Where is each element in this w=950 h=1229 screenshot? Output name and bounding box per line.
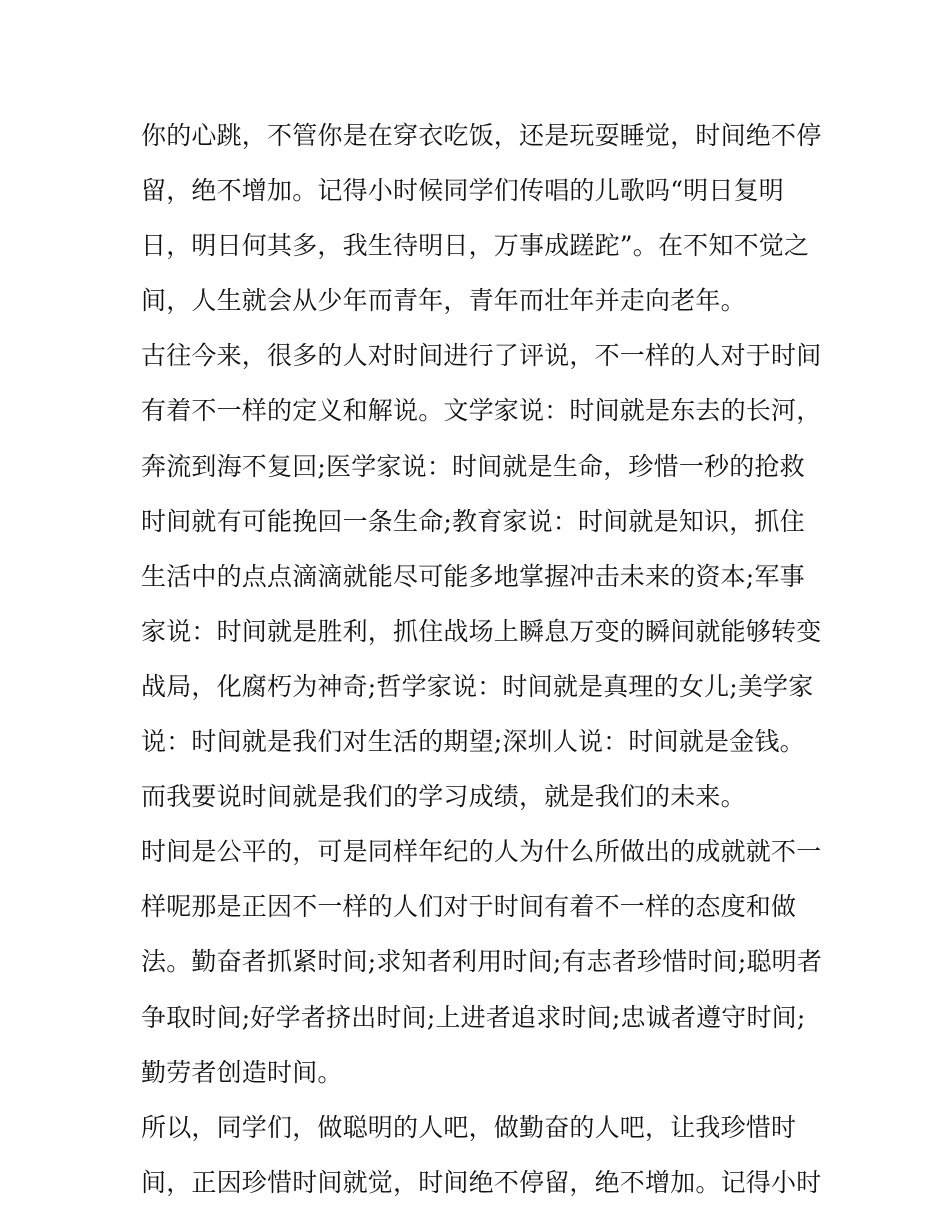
text-line: 勤劳者创造时间。 [141, 1057, 343, 1087]
text-line: 而我要说时间就是我们的学习成绩，就是我们的未来。 [141, 782, 746, 812]
text-line: 时间就有可能挽回一条生命;教育家说：时间就是知识，抓住 [141, 506, 805, 536]
text-line: 时间是公平的，可是同样年纪的人为什么所做出的成就就不一 [141, 837, 822, 867]
text-line: 日，明日何其多，我生待明日，万事成蹉跎”。在不知不觉之 [141, 231, 810, 261]
text-line: 样呢那是正因不一样的人们对于时间有着不一样的态度和做 [141, 892, 797, 922]
text-line: 古往今来，很多的人对时间进行了评说，不一样的人对于时间 [141, 341, 822, 371]
text-line: 法。勤奋者抓紧时间;求知者利用时间;有志者珍惜时间;聪明者 [141, 947, 823, 977]
text-line: 说：时间就是我们对生活的期望;深圳人说：时间就是金钱。 [141, 727, 805, 757]
text-line: 有着不一样的定义和解说。文学家说：时间就是东去的长河， [141, 396, 822, 426]
text-line: 家说：时间就是胜利，抓住战场上瞬息万变的瞬间就能够转变 [141, 616, 822, 646]
text-line: 生活中的点点滴滴就能尽可能多地掌握冲击未来的资本;军事 [141, 561, 805, 591]
text-line: 争取时间;好学者挤出时间;上进者追求时间;忠诚者遵守时间; [141, 1002, 806, 1032]
text-line: 战局，化腐朽为神奇;哲学家说：时间就是真理的女儿;美学家 [141, 671, 814, 701]
text-line: 奔流到海不复回;医学家说：时间就是生命，珍惜一秒的抢救 [141, 451, 805, 481]
text-line: 间，正因珍惜时间就觉，时间绝不停留，绝不增加。记得小时 [141, 1167, 822, 1197]
text-line: 所以，同学们，做聪明的人吧，做勤奋的人吧，让我珍惜时 [141, 1112, 797, 1142]
text-line: 你的心跳，不管你是在穿衣吃饭，还是玩耍睡觉，时间绝不停 [141, 121, 822, 150]
text-line: 留，绝不增加。记得小时候同学们传唱的儿歌吗“明日复明 [141, 176, 784, 206]
text-line: 间，人生就会从少年而青年，青年而壮年并走向老年。 [141, 286, 746, 316]
document-body [141, 108, 821, 1210]
